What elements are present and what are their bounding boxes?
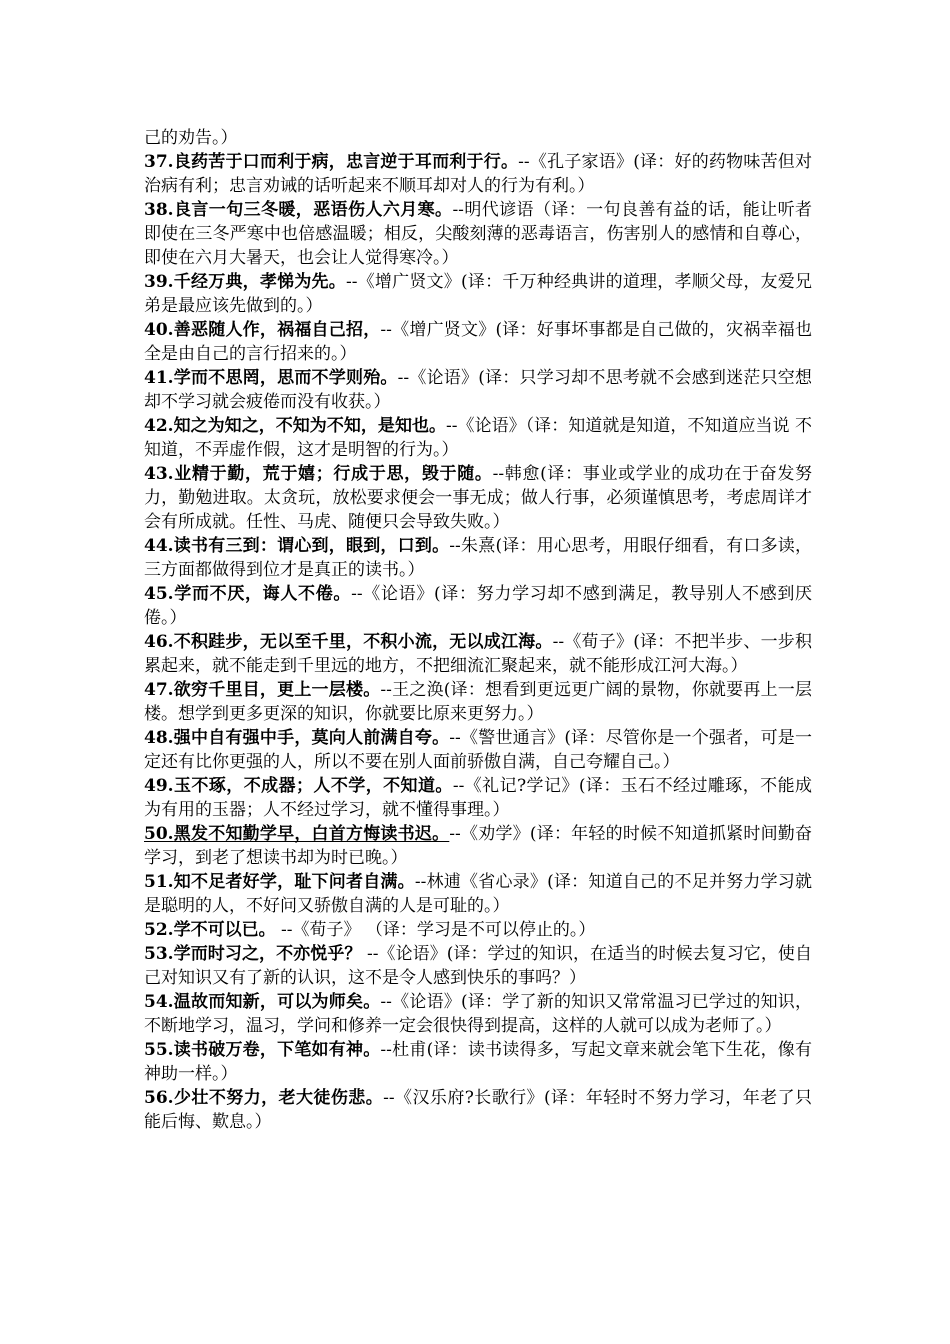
proverb-item — [144, 414, 812, 462]
quote-text: 善恶随人作，祸福自己招， — [173, 320, 381, 340]
item-number: 56. — [144, 1088, 174, 1108]
proverb-quote — [144, 728, 449, 748]
source-and-translation: --《荀子》(译：不把半步、一步积累起来，就不能走到千里远的地方，不把细流汇聚起来，就不能形成江河大海。） — [144, 632, 813, 676]
proverb-quote — [144, 920, 276, 940]
quote-text: 少壮不努力，老大徒伤悲。 — [173, 1088, 384, 1108]
proverb-list — [144, 150, 812, 1134]
proverb-item — [144, 270, 812, 318]
source-and-translation: --《论语》（译：知道就是知道，不知道应当说 不知道，不弄虚作假，这才是明智的行为。） — [144, 416, 812, 460]
source-and-translation: --《增广贤文》(译：好事坏事都是自己做的，灾祸幸福也全是由自己的言行招来的。） — [144, 320, 812, 364]
quote-text: 千经万典，孝悌为先。 — [173, 272, 346, 292]
quote-text: 学而不思罔，思而不学则殆。 — [173, 368, 398, 388]
source-and-translation: --《增广贤文》(译：千万种经典讲的道理，孝顺父母，友爱兄弟是最应该先做到的。） — [144, 272, 812, 316]
quote-text: 知之为知之，不知为不知，是知也。 — [173, 416, 447, 436]
proverb-item — [144, 630, 812, 678]
proverb-item — [144, 990, 812, 1038]
proverb-quote — [144, 464, 493, 484]
proverb-quote — [144, 944, 361, 964]
item-number: 50. — [144, 824, 174, 844]
proverb-item — [144, 150, 812, 198]
item-number: 52. — [144, 920, 174, 940]
quote-text: 学而不厌，诲人不倦。 — [173, 584, 352, 604]
proverb-quote — [144, 632, 553, 652]
source-and-translation: --《论语》(译：学了新的知识又常常温习已学过的知识，不断地学习，温习，学问和修养一定会很快得到提高，这样的人就可以成为老师了。） — [144, 992, 812, 1036]
proverb-item — [144, 534, 812, 582]
proverb-item — [144, 942, 812, 990]
proverb-quote — [144, 416, 446, 436]
quote-text: 不积跬步，无以至千里，不积小流，无以成江海。 — [173, 632, 553, 652]
source-and-translation: --《论语》(译：努力学习却不感到满足，教导别人不感到厌倦。） — [144, 584, 813, 628]
item-number: 47. — [144, 680, 174, 700]
item-number: 42. — [144, 416, 174, 436]
proverb-item — [144, 870, 812, 918]
item-number: 40. — [144, 320, 174, 340]
proverb-item — [144, 582, 812, 630]
proverb-item — [144, 318, 812, 366]
proverb-quote — [144, 536, 449, 556]
source-and-translation: --《论语》(译：只学习却不思考就不会感到迷茫只空想却不学习就会疲倦而没有收获。） — [144, 368, 813, 412]
proverb-quote — [144, 584, 351, 604]
proverb-quote — [144, 824, 449, 844]
quote-text: 读书破万卷，下笔如有神。 — [173, 1040, 381, 1060]
proverb-item — [144, 198, 812, 270]
proverb-item — [144, 366, 812, 414]
proverb-quote — [144, 776, 453, 796]
item-number: 41. — [144, 368, 174, 388]
item-number: 51. — [144, 872, 174, 892]
proverb-item — [144, 726, 812, 774]
proverb-quote — [144, 368, 398, 388]
item-number: 46. — [144, 632, 174, 652]
proverb-item — [144, 822, 812, 870]
source-and-translation: --《孔子家语》(译：好的药物味苦但对治病有利；忠言劝诫的话听起来不顺耳却对人的行为有利。） — [144, 152, 813, 196]
item-number: 39. — [144, 272, 174, 292]
proverb-item — [144, 918, 812, 942]
quote-text: 温故而知新，可以为师矣。 — [173, 992, 381, 1012]
quote-text: 强中自有强中手，莫向人前满自夸。 — [173, 728, 450, 748]
item-number: 43. — [144, 464, 174, 484]
proverb-item — [144, 774, 812, 822]
source-and-translation: --韩愈(译：事业或学业的成功在于奋发努力，勤勉进取。太贪玩，放松要求便会一事无成；做人行事，必须谨慎思考，考虑周详才会有所成就。任性、马虎、随便只会导致失败。） — [144, 464, 813, 532]
proverb-item — [144, 678, 812, 726]
quote-text: 知不足者好学，耻下问者自满。 — [173, 872, 415, 892]
source-and-translation: --《论语》(译：学过的知识，在适当的时候去复习它，使自己对知识又有了新的认识，这不是令人感到快乐的事吗？） — [144, 944, 812, 988]
proverb-item — [144, 1086, 812, 1134]
item-number: 38. — [144, 200, 174, 220]
proverb-quote — [144, 872, 415, 892]
item-number: 54. — [144, 992, 174, 1012]
proverb-item — [144, 462, 812, 534]
source-and-translation: --杜甫(译：读书读得多，写起文章来就会笔下生花，像有神助一样。） — [144, 1040, 812, 1084]
source-and-translation: --王之涣(译：想看到更远更广阔的景物，你就要再上一层楼。想学到更多更深的知识，你就要比原来更努力。） — [144, 680, 812, 724]
quote-text: 读书有三到：谓心到，眼到，口到。 — [173, 536, 450, 556]
source-and-translation: --《礼记?学记》(译：玉石不经过雕琢，不能成为有用的玉器；人不经过学习，就不懂得事理。） — [144, 776, 813, 820]
quote-text: 良药苦于口而利于病，忠言逆于耳而利于行。 — [173, 152, 519, 172]
quote-text: 学不可以已。 — [173, 920, 276, 940]
item-number: 44. — [144, 536, 174, 556]
quote-text: 欲穷千里目，更上一层楼。 — [173, 680, 381, 700]
item-number: 48. — [144, 728, 174, 748]
item-number: 49. — [144, 776, 174, 796]
proverb-quote — [144, 152, 518, 172]
proverb-quote — [144, 680, 380, 700]
source-and-translation: --明代谚语（译：一句良善有益的话，能让听者即使在三冬严寒中也倍感温暖；相反，尖酸刻薄的恶毒语言，伤害别人的感情和自尊心，即使在六月大暑天，也会让人觉得寒冷。） — [144, 200, 812, 268]
source-and-translation: --《汉乐府?长歌行》(译：年轻时不努力学习，年老了只能后悔、歎息。） — [144, 1088, 813, 1132]
source-and-translation: --《荀子》 （译：学习是不可以停止的。） — [275, 920, 596, 940]
proverb-quote — [144, 1088, 383, 1108]
source-and-translation: --《警世通言》(译：尽管你是一个强者，可是一定还有比你更强的人，所以不要在别人面前骄傲自满，自己夸耀自己。） — [144, 728, 813, 772]
quote-text: 业精于勤，荒于嬉；行成于思，毁于随。 — [173, 464, 493, 484]
quote-text: 学而时习之，不亦悦乎？ — [173, 944, 362, 964]
item-number: 37. — [144, 152, 174, 172]
proverb-quote — [144, 992, 380, 1012]
quote-text: 良言一句三冬暖，恶语伤人六月寒。 — [173, 200, 453, 220]
document-body — [144, 126, 812, 1134]
proverb-item — [144, 1038, 812, 1086]
intro-line: 己的劝告。） — [144, 128, 238, 148]
proverb-quote — [144, 200, 452, 220]
proverb-quote — [144, 1040, 380, 1060]
proverb-quote — [144, 320, 380, 340]
source-and-translation: --林逋《省心录》(译：知道自己的不足并努力学习就是聪明的人，不好问又骄傲自满的人是可耻的。） — [144, 872, 813, 916]
quote-text: 黑发不知勤学早，白首方悔读书迟。 — [173, 824, 450, 844]
quote-text: 玉不琢，不成器；人不学，不知道。 — [173, 776, 453, 796]
item-number: 53. — [144, 944, 174, 964]
item-number: 45. — [144, 584, 174, 604]
source-and-translation: --《劝学》(译：年轻的时候不知道抓紧时间勤奋学习，到老了想读书却为时已晚。） — [144, 824, 813, 868]
proverb-quote — [144, 272, 346, 292]
source-and-translation: --朱熹(译：用心思考，用眼仔细看，有口多读，三方面都做得到位才是真正的读书。） — [144, 536, 813, 580]
item-number: 55. — [144, 1040, 174, 1060]
